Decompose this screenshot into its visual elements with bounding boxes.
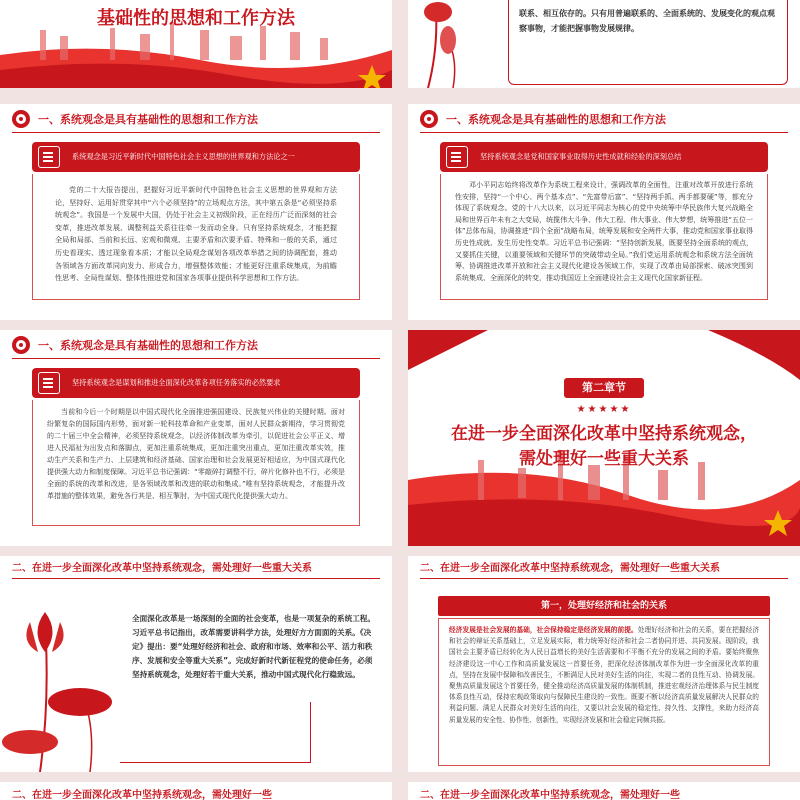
book-icon [38,146,60,168]
section-header [408,104,800,134]
banner-text: 坚持系统观念是党和国家事业取得历史性成就和经验的深刻总结 [480,152,682,161]
section-title: 一、系统观念是具有基础性的思想和工作方法 [38,113,258,126]
subtitle-banner: 第一，处理好经济和社会的关系 [438,596,770,616]
slide-9[interactable] [0,782,392,800]
divider [420,578,788,579]
book-icon [38,372,60,394]
body-text: 全面深化改革是一场深刻的全面的社会变革，也是一项复杂的系统工程。习近平总书记指出，改革需要讲科学方法，处理好方方面面的关系。《决定》提出：要“处理好经济和社会、政府和市场、效率和公平、活力和秩序、发展和安全等重大关系”。完成好新时代新征程党的使命任务，必须坚持系统观念，处理好若干重大关系，推动中国式现代化行稳致远。 [132,614,375,679]
lead-sentence: 经济发展是社会发展的基础，社会保持稳定是经济发展的前提。 [449,626,638,634]
slide-4[interactable] [408,104,800,320]
chapter-title-line1: 在进一步全面深化改革中坚持系统观念， [451,424,757,444]
banner-text: 坚持系统观念是谋划和推进全面深化改革各项任务落实的必然要求 [72,378,281,387]
chapter-title-line2: 需处理好一些重大关系 [519,449,689,469]
bullet-icon [12,110,30,128]
slide-6[interactable] [408,330,800,546]
slide-8[interactable] [408,556,800,772]
stars-decoration: ★★★★★ [576,404,632,415]
bullet-icon [420,110,438,128]
slide-7[interactable] [0,556,392,772]
chapter-title [408,422,800,472]
flower-icon [408,0,498,88]
divider [12,578,380,579]
section-header [0,104,392,134]
slide-10[interactable] [408,782,800,800]
section-header [0,330,392,360]
body-text [438,618,770,766]
section-title: 二、在进一步全面深化改革中坚持系统观念，需处理好一些重大关系 [420,563,720,574]
body-text: 当前和今后一个时期是以中国式现代化全面推进强国建设、民族复兴伟业的关键时期。面对纷繁复杂的国际国内形势，面对新一轮科技革命和产业变革，面对人民群众新期待，学习贯彻党的二十届三中全会精神，必须坚持系统观念，以经济体制改革为牵引，以促进社会公平正义、增进人民福祉为出发点和落脚点，更加注重系统集成，更加注重突出重点，更加注重改革实效，推动生产关系和生产力、上层建筑和经济基础、国家治理和社会发展更好相适应，为中国式现代化提供强大动力和制度保障。习近平总书记强调：“零敲碎打调整不行，碎片化修补也不行，必须是全面的系统的改革和改进，是各领域改革和改进的联动和集成。”唯有坚持系统观念，才能提升改革措施的整体效果，避免各行其是、相互掣肘，为中国式现代化提供强大动力。 [32,400,360,526]
section-title: 一、系统观念是具有基础性的思想和工作方法 [446,113,666,126]
subtitle-banner [32,368,360,398]
text-box-content: 联系、相互依存的。只有用普遍联系的、全面系统的、发展变化的观点观察事物，才能把握事物发展规律。 [519,9,775,33]
slide-2[interactable] [408,0,800,88]
bullet-icon [12,336,30,354]
body-text: 邓小平同志始终将改革作为系统工程来设计，强调改革的全面性，注重对改革开放进行系统性安排，坚持“一个中心、两个基本点”、“先富带后富”、“坚持两手抓、两手都要硬”等，都充分体现了系统观念。党的十八大以来，以习近平同志为核心的党中央统筹中华民族伟大复兴战略全局和世界百年未有之大变局，统揽伟大斗争、伟大工程、伟大事业、伟大梦想，统筹推进“五位一体”总体布局，协调推进“四个全面”战略布局，统筹发展和安全两件大事，推动党和国家事业取得历史性成就、发生历史性变革。习近平总书记强调：“坚持创新发展，既要坚持全面系统的观点，又要抓住关键，以重要领域和关键环节的突破带动全局。”我们党运用系统观念和系统方法全面统筹、协调推进改革开放和社会主义现代化建设各领域工作，实现了改革由局部探索、破冰突围到系统集成、全面深化的转变，推动我国迈上全面建设社会主义现代化国家新征程。 [440,174,768,300]
section-title: 二、在进一步全面深化改革中坚持系统观念，需处理好一些重大关系 [12,563,312,574]
divider [420,132,788,133]
chapter-label: 第二章节 [564,378,644,398]
text-box [508,0,788,85]
section-title: 二、在进一步全面深化改革中坚持系统观念，需处理好一些 [420,790,680,800]
slide-1[interactable] [0,0,392,88]
lotus-flower-icon [0,582,120,772]
book-icon [446,146,468,168]
body-paragraph: 处理好经济和社会的关系，要在把握经济和社会的辩证关系基础上，立足发展实际，着力统筹好经济和社会二者协同并进、共同发展。现阶段，我国社会主要矛盾已经转化为人民日益增长的美好生活需要和不平衡不充分的发展之间的矛盾。要始终聚焦经济建设这一中心工作和高质量发展这一首要任务，把深化经济体制改革作为进一步全面深化改革的重点，坚持在发展中保障和改善民生，不断满足人民对美好生活的向往，实现二者的良性互动、协调发展。聚焦高质量发展这个首要任务，健全推动经济高质量发展的体制机制，推进宏观经济治理体系与民生制度体系良性互动，保持宏观政策取向与保障民生建设的一致性。既要不断以经济高质量发展解决人民群众的利益问题、满足人民群众对美好生活的向往，又要以社会发展的稳定性、持久性、支撑性，来助力经济高质量发展的安全性、协作性、创新性，实现经济发展和社会稳定同频共振。 [449,626,760,724]
section-title: 一、系统观念是具有基础性的思想和工作方法 [38,339,258,352]
section-title: 二、在进一步全面深化改革中坚持系统观念，需处理好一些 [12,790,272,800]
slide-5[interactable] [0,330,392,546]
slide-3[interactable] [0,104,392,320]
frame-line [120,702,311,763]
subtitle-banner [440,142,768,172]
body-text: 党的二十大报告提出，把握好习近平新时代中国特色社会主义思想的世界观和方法论，坚持好、运用好贯穿其中“六个必须坚持”的立场观点方法，其中第五条是“必须坚持系统观念”。我国是一个发展中大国，仍处于社会主义初级阶段，正在经历广泛而深刻的社会变革，推进改革发展、调整利益关系往往牵一发而动全身。只有坚持系统观念，才能把握全局和局部、当前和长远、宏观和微观、主要矛盾和次要矛盾、特殊和一般的关系，通过历史看现实、透过现象看本质；才能以全局观念谋划各项改革举措之间的协调配套，推动各领域各方面改革同向发力、形成合力，增强整体效能；才能更好注重系统集成，为前瞻性思考、全局性谋划、整体性推进党和国家各项事业提供科学思想和工作方法。 [32,174,360,300]
subtitle-banner [32,142,360,172]
divider [12,132,380,133]
banner-text: 系统观念是习近平新时代中国特色社会主义思想的世界观和方法论之一 [72,152,295,161]
divider [12,358,380,359]
slide-title: 基础性的思想和工作方法 [97,8,295,29]
